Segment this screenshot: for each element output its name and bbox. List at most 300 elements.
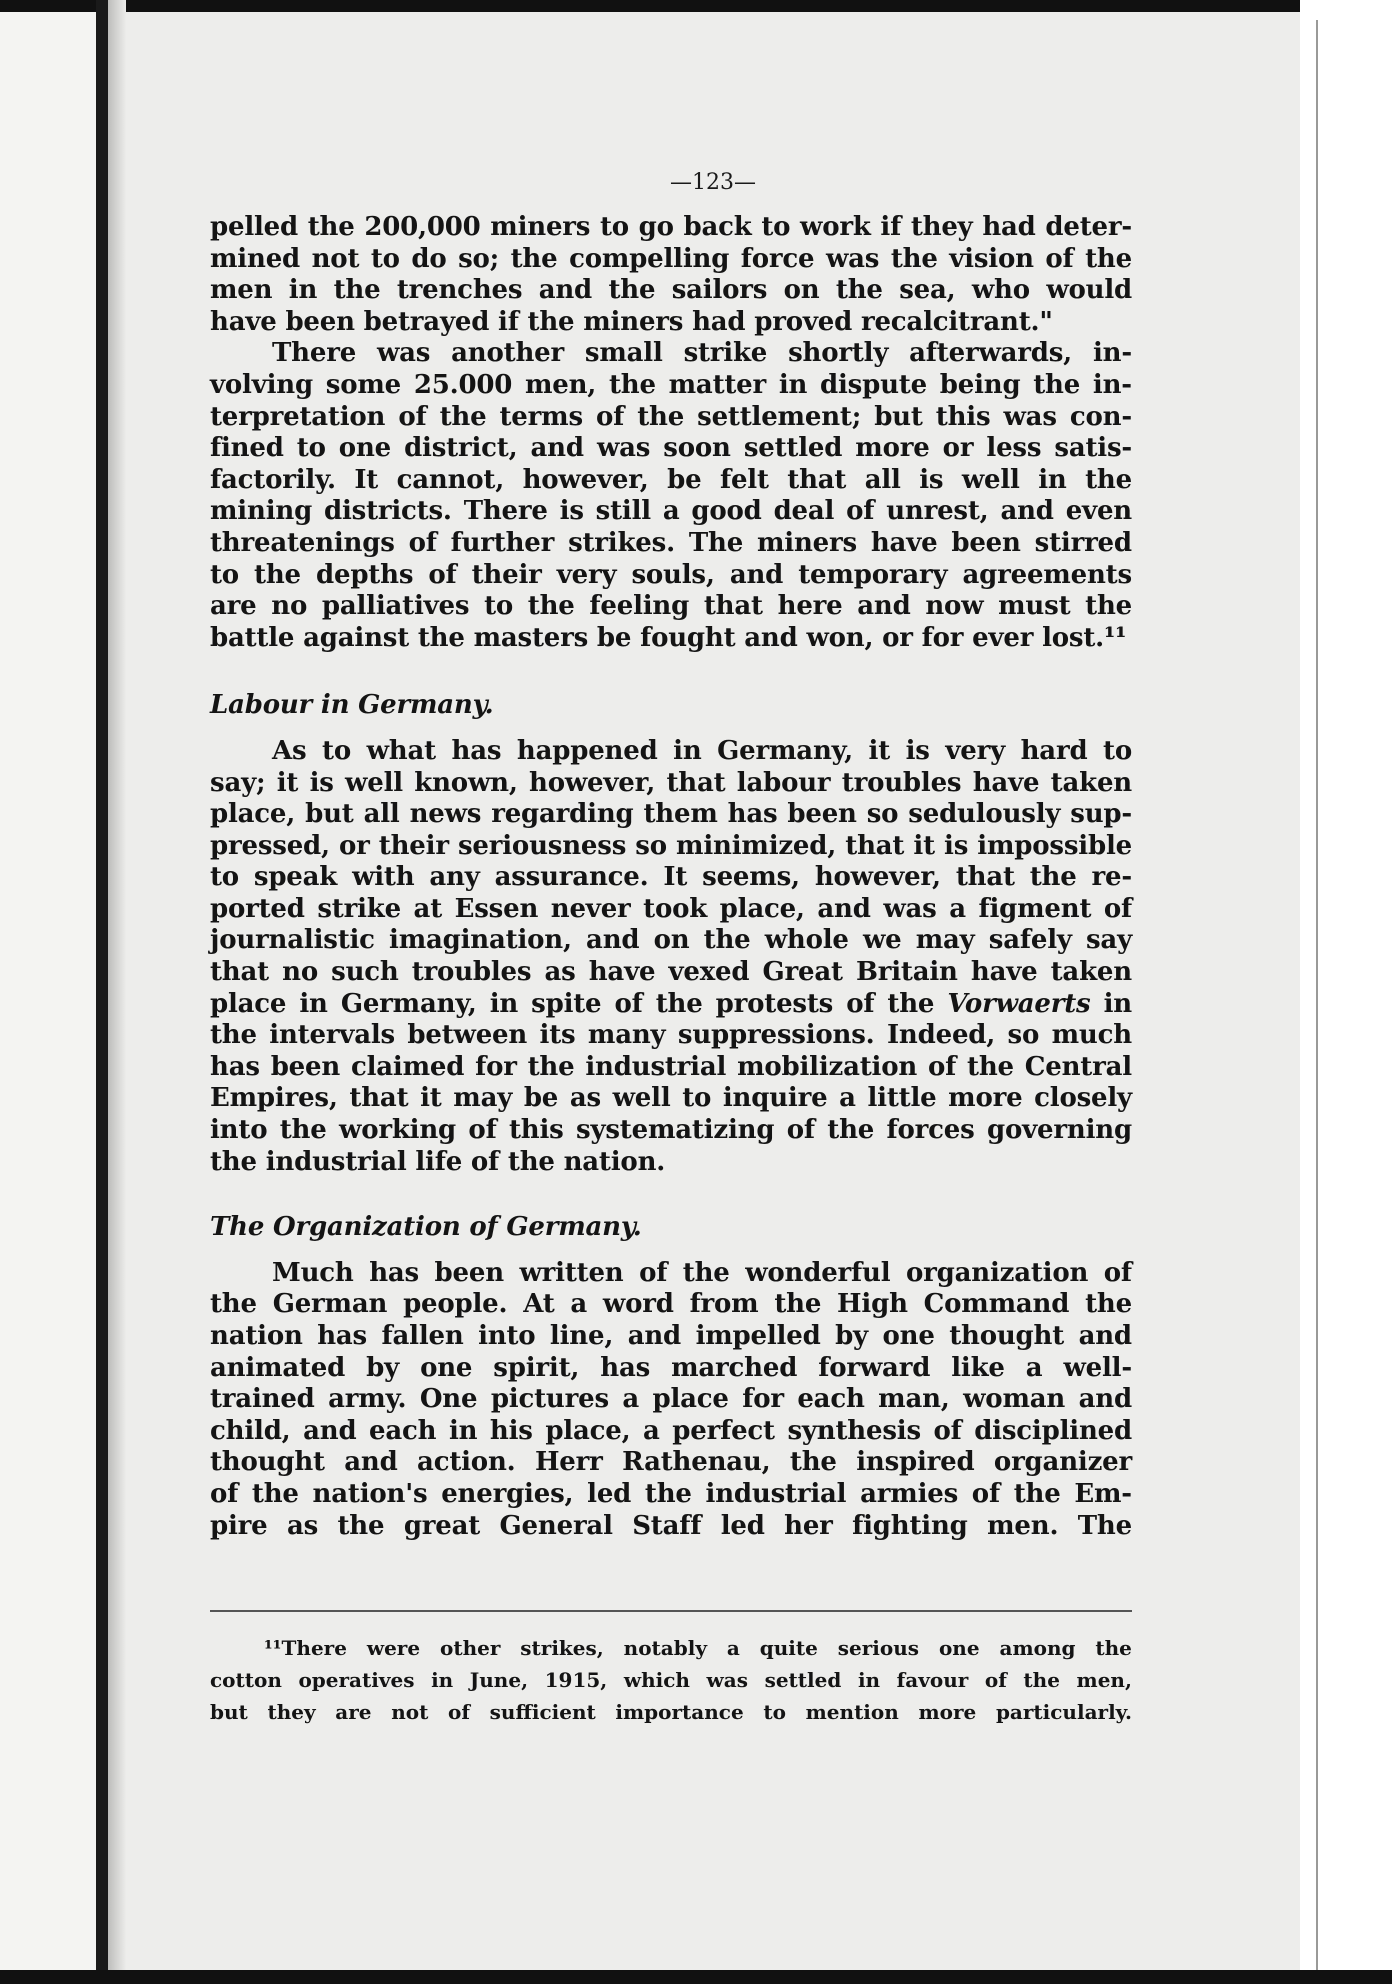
word: they <box>910 212 973 242</box>
gutter-shadow <box>108 0 126 1984</box>
paragraph <box>210 736 1132 1178</box>
word: industrial <box>585 1051 727 1082</box>
word: in <box>431 1668 454 1692</box>
word: taken <box>1050 767 1132 798</box>
word: to <box>322 735 351 766</box>
word: do <box>411 243 447 274</box>
word: armies <box>860 1478 959 1509</box>
word: deal <box>773 496 835 527</box>
word: men, <box>524 369 597 400</box>
word: like <box>951 1352 1005 1383</box>
word: to <box>210 559 239 590</box>
word: re- <box>1091 862 1132 893</box>
word: was <box>376 338 431 369</box>
word: in <box>448 1415 478 1446</box>
word: still <box>595 496 651 527</box>
word: perfect <box>672 1415 775 1446</box>
word: the <box>1033 369 1081 400</box>
word: of <box>927 1051 957 1082</box>
word: and <box>729 559 784 590</box>
word: troubles <box>841 767 962 798</box>
word: of <box>984 1668 1007 1692</box>
word: depths <box>316 559 414 590</box>
word: people. <box>403 1289 508 1320</box>
word: organizer <box>993 1447 1132 1478</box>
word: At <box>523 1289 555 1320</box>
word: in <box>288 275 318 306</box>
word: the <box>527 591 575 622</box>
word: operatives <box>298 1668 415 1692</box>
word: trenches <box>396 275 523 306</box>
word: to <box>370 243 400 274</box>
word: has <box>600 1352 651 1383</box>
word: compelling <box>569 243 730 274</box>
word: in <box>857 1668 881 1692</box>
word: place <box>652 1384 729 1415</box>
footnote-rule <box>210 1610 1132 1612</box>
word: intervals <box>269 1020 395 1051</box>
word: cotton <box>210 1668 282 1692</box>
text-line <box>210 989 1132 1021</box>
word: Herr <box>534 1447 603 1478</box>
word: mined <box>210 243 301 274</box>
word: of <box>1103 1257 1132 1288</box>
word: felt <box>719 464 769 495</box>
word: would <box>1046 275 1132 306</box>
word: souls, <box>631 559 715 590</box>
word: happened <box>516 735 658 766</box>
word: that <box>666 767 726 798</box>
word: of <box>448 1700 470 1724</box>
word: here <box>777 591 843 622</box>
word: favour <box>896 1668 969 1692</box>
word: the <box>210 1020 257 1051</box>
word: strike <box>317 893 401 924</box>
word: in <box>489 988 519 1019</box>
word: however, <box>522 464 649 495</box>
word: had <box>982 212 1036 242</box>
text-line <box>210 799 1132 831</box>
text-line <box>210 1020 1132 1052</box>
text-line <box>210 1115 1132 1147</box>
word: have <box>870 527 938 558</box>
word: wonderful <box>745 1257 891 1288</box>
word: of <box>933 1415 962 1446</box>
word: fighting <box>852 1510 968 1541</box>
word: has <box>727 799 778 830</box>
word: or <box>339 830 370 861</box>
word: men. <box>987 1510 1059 1541</box>
word: its <box>539 1020 576 1051</box>
word: Britain <box>855 957 958 988</box>
word: and <box>857 591 911 622</box>
text-line <box>210 894 1132 926</box>
word: by <box>366 1352 400 1383</box>
text-line <box>210 957 1132 989</box>
word: for <box>475 1051 517 1082</box>
word: General <box>499 1510 613 1541</box>
word: importance <box>615 1700 744 1724</box>
word: into <box>210 1115 268 1146</box>
word: the <box>1013 1478 1061 1509</box>
word: but <box>305 799 354 830</box>
word: if <box>880 212 902 242</box>
word: was <box>825 243 880 274</box>
word: man, <box>878 1384 950 1415</box>
word: led <box>587 1478 632 1509</box>
word: we <box>862 925 902 956</box>
word: written <box>519 1257 624 1288</box>
word: of <box>398 401 427 432</box>
text-line <box>210 560 1132 592</box>
word: has <box>210 1051 260 1082</box>
word: claimed <box>350 1051 465 1082</box>
word: strikes, <box>520 1636 604 1660</box>
word: who <box>971 275 1030 306</box>
word: pelled <box>210 212 298 242</box>
word: of <box>1045 243 1074 274</box>
word: many <box>587 1020 666 1051</box>
word: vision <box>949 243 1034 274</box>
word: were <box>366 1636 421 1660</box>
word: cannot, <box>396 464 505 495</box>
word: speak <box>253 862 338 893</box>
word: very <box>556 559 617 590</box>
word: great <box>403 1510 481 1541</box>
word: impelled <box>695 1321 821 1351</box>
word: and <box>1078 1321 1132 1351</box>
word: has <box>369 1257 419 1288</box>
word: hard <box>1020 735 1088 766</box>
word: been <box>434 1257 504 1288</box>
word: serious <box>837 1636 920 1660</box>
word: but <box>210 1700 248 1724</box>
word: Germany, <box>340 988 477 1019</box>
word: her <box>784 1510 833 1541</box>
text-line <box>210 736 1132 768</box>
word: their <box>471 559 542 590</box>
word: nation <box>210 1321 303 1351</box>
word: and <box>344 1447 398 1478</box>
word: is <box>919 464 944 495</box>
word: animated <box>210 1352 346 1383</box>
word: as <box>569 1083 601 1114</box>
word: Em- <box>1074 1478 1132 1509</box>
word: safely <box>988 925 1072 956</box>
word: in <box>673 735 702 766</box>
word: so <box>635 830 667 861</box>
word: very <box>945 735 1005 766</box>
word: to <box>763 1700 786 1724</box>
scan-bottom-border <box>0 1970 1392 1984</box>
word: such <box>331 957 399 988</box>
word: con- <box>1069 401 1132 432</box>
word: inspired <box>856 1447 975 1478</box>
word: the <box>333 275 381 306</box>
word: the <box>703 925 751 956</box>
word: soon <box>663 433 731 464</box>
word: more <box>855 433 930 464</box>
word: and <box>1078 1384 1132 1415</box>
word: matter <box>668 369 767 400</box>
word: with <box>352 862 415 893</box>
word: the <box>827 1115 875 1146</box>
word: troubles <box>411 957 532 988</box>
word: what <box>366 735 436 766</box>
word: marched <box>671 1352 798 1383</box>
word: a <box>622 1384 640 1415</box>
word: a <box>839 1083 856 1114</box>
word: so <box>1007 1020 1040 1051</box>
word: miners <box>490 212 591 242</box>
word: may <box>915 925 975 956</box>
text-line <box>210 1511 1132 1543</box>
word: Command <box>923 1289 1070 1320</box>
word: and <box>586 925 640 956</box>
word: pire <box>210 1510 268 1541</box>
word: volving <box>210 369 313 400</box>
word: June, <box>469 1668 529 1692</box>
word: it <box>868 735 891 766</box>
word: of <box>428 559 457 590</box>
word: figment <box>978 893 1092 924</box>
word: the <box>608 369 656 400</box>
word: that <box>845 830 905 861</box>
word: are <box>210 591 257 622</box>
word: another <box>451 338 564 369</box>
paragraph <box>210 338 1132 654</box>
word: Central <box>1024 1051 1132 1082</box>
word: the <box>1023 1668 1060 1692</box>
word: been <box>270 1051 341 1082</box>
word: fallen <box>381 1321 464 1351</box>
word: sailors <box>671 275 768 306</box>
word: of <box>614 988 643 1019</box>
word: It <box>663 862 688 893</box>
word: never <box>550 893 631 924</box>
word: factorily. <box>210 464 336 495</box>
word: mention <box>805 1700 899 1724</box>
text-line <box>210 1353 1132 1385</box>
word: As <box>272 735 307 766</box>
word: the <box>1085 591 1132 622</box>
word: disciplined <box>974 1415 1132 1446</box>
word: ported <box>210 893 305 924</box>
word: any <box>429 862 480 893</box>
text-line <box>210 1289 1132 1321</box>
text-line <box>210 831 1132 863</box>
word: little <box>867 1083 937 1114</box>
word: pictures <box>490 1384 609 1415</box>
word: the <box>279 1115 327 1146</box>
text-line <box>210 496 1132 528</box>
word: settled <box>743 433 843 464</box>
book-spine <box>96 0 108 1984</box>
text-line <box>210 1447 1132 1479</box>
word: in <box>299 988 328 1019</box>
word: must <box>998 591 1071 622</box>
word: as <box>544 957 576 988</box>
word: Much <box>272 1257 354 1288</box>
word: deter- <box>1045 212 1132 242</box>
word: unrest, <box>886 496 989 527</box>
word: in- <box>1092 338 1132 369</box>
text-line <box>210 1479 1132 1511</box>
word: action. <box>417 1447 516 1478</box>
word: protests <box>715 988 834 1019</box>
word: into <box>478 1321 536 1351</box>
word: seems, <box>702 862 800 893</box>
word: Indeed, <box>886 1020 996 1051</box>
word: so <box>866 799 899 830</box>
word: sup- <box>1070 799 1132 830</box>
word: other <box>439 1636 501 1660</box>
word: go <box>638 212 674 242</box>
text-line <box>210 768 1132 800</box>
word: settled <box>764 1668 842 1692</box>
word: strikes. <box>568 527 675 558</box>
paragraph <box>210 212 1132 338</box>
text-line <box>210 370 1132 402</box>
word: journalistic <box>210 925 375 956</box>
word: of <box>468 1115 497 1146</box>
word: are <box>335 1700 372 1724</box>
word: particularly. <box>995 1700 1132 1724</box>
word: and <box>538 275 593 306</box>
word: satis- <box>1054 433 1132 464</box>
text-line <box>210 925 1132 957</box>
word: which <box>623 1668 690 1692</box>
word: to <box>761 212 791 242</box>
word: the <box>967 1051 1014 1082</box>
word: the <box>251 1478 299 1509</box>
word: place, <box>210 799 296 830</box>
word: or <box>942 433 974 464</box>
word: the <box>1085 464 1132 495</box>
text-line: have been betrayed if the miners had proved recalcitrant." <box>210 306 1053 337</box>
word: ¹¹There <box>264 1636 347 1660</box>
word: Rathenau, <box>622 1447 771 1478</box>
text-line <box>210 1416 1132 1448</box>
book-page <box>126 12 1300 1970</box>
word: even <box>1065 496 1132 527</box>
word: quite <box>759 1636 818 1660</box>
word: the <box>655 988 703 1019</box>
word: The <box>1077 1510 1132 1541</box>
text-line <box>210 433 1132 465</box>
word: been <box>951 527 1021 558</box>
word: led <box>720 1510 765 1541</box>
word: small <box>584 338 663 369</box>
word: well <box>345 767 403 798</box>
word: feeling <box>589 591 690 622</box>
word: agreements <box>962 559 1132 590</box>
word: the <box>835 275 883 306</box>
word: to <box>599 212 629 242</box>
word: his <box>489 1415 533 1446</box>
word: There <box>272 338 357 369</box>
word: by <box>835 1321 868 1351</box>
word: and <box>1000 496 1054 527</box>
word: The <box>688 527 744 558</box>
word: it <box>420 1083 442 1114</box>
word: energies, <box>441 1478 574 1509</box>
word: as <box>286 1510 319 1541</box>
word: well- <box>1063 1352 1132 1383</box>
word: took <box>643 893 708 924</box>
scan-top-border <box>0 0 1392 12</box>
word: trained <box>210 1384 315 1415</box>
word: at <box>413 893 443 924</box>
word: word <box>602 1289 674 1320</box>
word: been <box>787 799 857 830</box>
word: of <box>210 1478 239 1509</box>
word: One <box>419 1384 478 1415</box>
word: vexed <box>668 957 750 988</box>
text-line <box>210 1384 1132 1416</box>
word: of <box>846 988 875 1019</box>
word: known, <box>414 767 518 798</box>
text-line <box>210 862 1132 894</box>
word: the <box>1095 1636 1132 1660</box>
word: may <box>453 1083 513 1114</box>
word: is <box>309 767 334 798</box>
word: one <box>338 433 391 464</box>
word: imagination, <box>389 925 572 956</box>
word: much <box>1051 1020 1132 1051</box>
word: further <box>450 527 555 558</box>
word: more <box>918 1700 977 1724</box>
word: news <box>409 799 482 830</box>
word: Germany, <box>717 735 853 766</box>
word: spite <box>531 988 602 1019</box>
word: was <box>1003 401 1057 432</box>
word: and <box>627 1321 682 1351</box>
word: the <box>210 1289 257 1320</box>
word: of <box>786 1115 815 1146</box>
word: and <box>530 433 584 464</box>
word: mining <box>210 496 313 527</box>
word: the <box>774 1289 822 1320</box>
text-line <box>210 591 1132 623</box>
word: place, <box>719 893 805 924</box>
page-margin-right <box>1300 0 1392 1984</box>
footnote-line <box>210 1664 1132 1696</box>
word: district, <box>404 433 518 464</box>
word: sufficient <box>489 1700 596 1724</box>
word: in <box>1038 464 1067 495</box>
word: a <box>726 1636 740 1660</box>
word: Staff <box>632 1510 702 1541</box>
word: all <box>864 464 901 495</box>
word: however, <box>529 767 656 798</box>
word: the <box>644 1478 692 1509</box>
word: governing <box>987 1115 1132 1146</box>
word: palliatives <box>321 591 470 622</box>
word: Essen <box>454 893 539 924</box>
word: good <box>691 496 762 527</box>
word: all <box>363 799 400 830</box>
word: terms <box>499 401 583 432</box>
word: however, <box>814 862 941 893</box>
word: each <box>797 1384 865 1415</box>
word: have <box>972 767 1040 798</box>
word: working <box>339 1115 457 1146</box>
footnote-line <box>210 1632 1132 1664</box>
word: woman <box>963 1384 1066 1415</box>
word: one <box>420 1352 473 1383</box>
word: the <box>1085 1289 1132 1320</box>
